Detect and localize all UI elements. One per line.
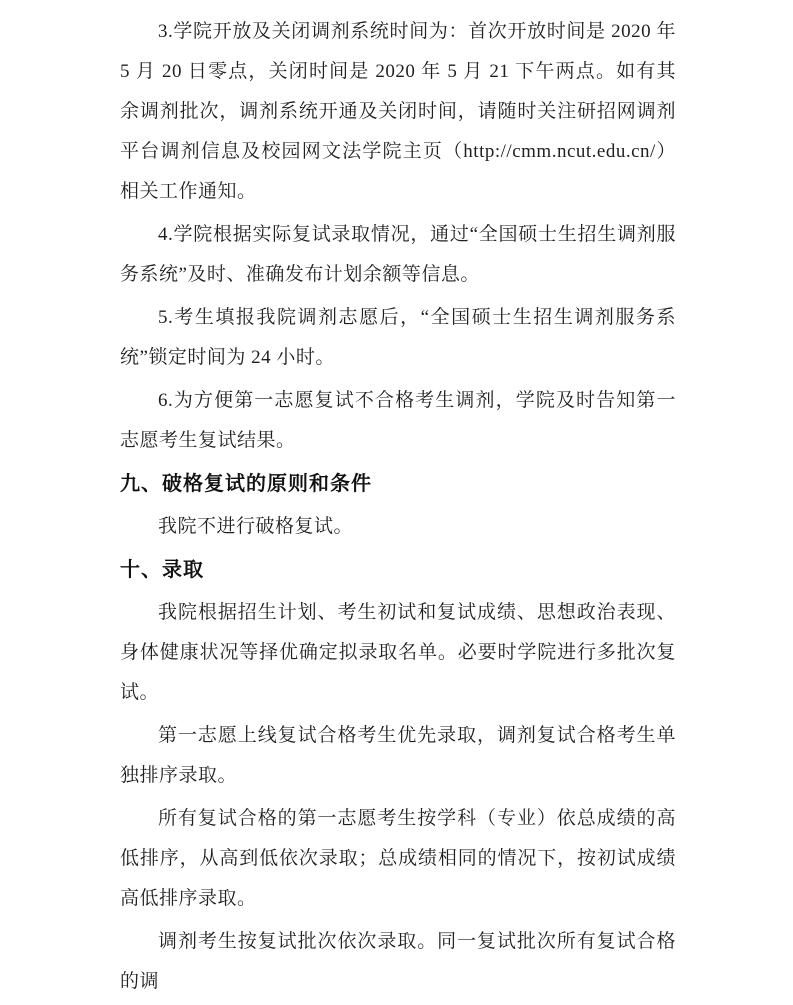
paragraph-plan-balance-info: 4.学院根据实际复试录取情况，通过“全国硕士生招生调剂服务系统”及时、准确发布计划余额等信息。 [120,224,676,285]
paragraph-notify-first-choice-result: 6.为方便第一志愿复试不合格考生调剂，学院及时告知第一志愿考生复试结果。 [120,390,676,451]
paragraph-lock-time: 5.考生填报我院调剂志愿后，“全国硕士生招生调剂服务系统”锁定时间为 24 小时。 [120,307,676,368]
document-text-block [120,12,676,1005]
paragraph-no-exceptional-reexam: 我院不进行破格复试。 [158,516,354,537]
section-heading-9-exceptional-reexam: 九、破格复试的原则和条件 [120,473,372,495]
paragraph-admission-criteria: 我院根据招生计划、考生初试和复试成绩、思想政治表现、身体健康状况等择优确定拟录取名单。必要时学院进行多批次复试。 [120,602,676,703]
paragraph-adjust-system-time: 3.学院开放及关闭调剂系统时间为：首次开放时间是 2020 年 5 月 20 日零点，关闭时间是 2020 年 5 月 21 下午两点。如有其余调剂批次，调剂系统开通及关闭时间，请随时关注研招网调剂平台调剂信息及校园网文法学院主页（http://cmm.ncut.edu.cn/）相关工作通知。 [120,21,676,202]
section-heading-10-admission: 十、录取 [120,559,204,581]
paragraph-first-choice-priority: 第一志愿上线复试合格考生优先录取，调剂复试合格考生单独排序录取。 [120,725,676,786]
paragraph-ranking-rule: 所有复试合格的第一志愿考生按学科（专业）依总成绩的高低排序，从高到低依次录取；总成绩相同的情况下，按初试成绩高低排序录取。 [120,808,676,909]
paragraph-adjust-batch-admission: 调剂考生按复试批次依次录取。同一复试批次所有复试合格的调 [120,931,676,992]
